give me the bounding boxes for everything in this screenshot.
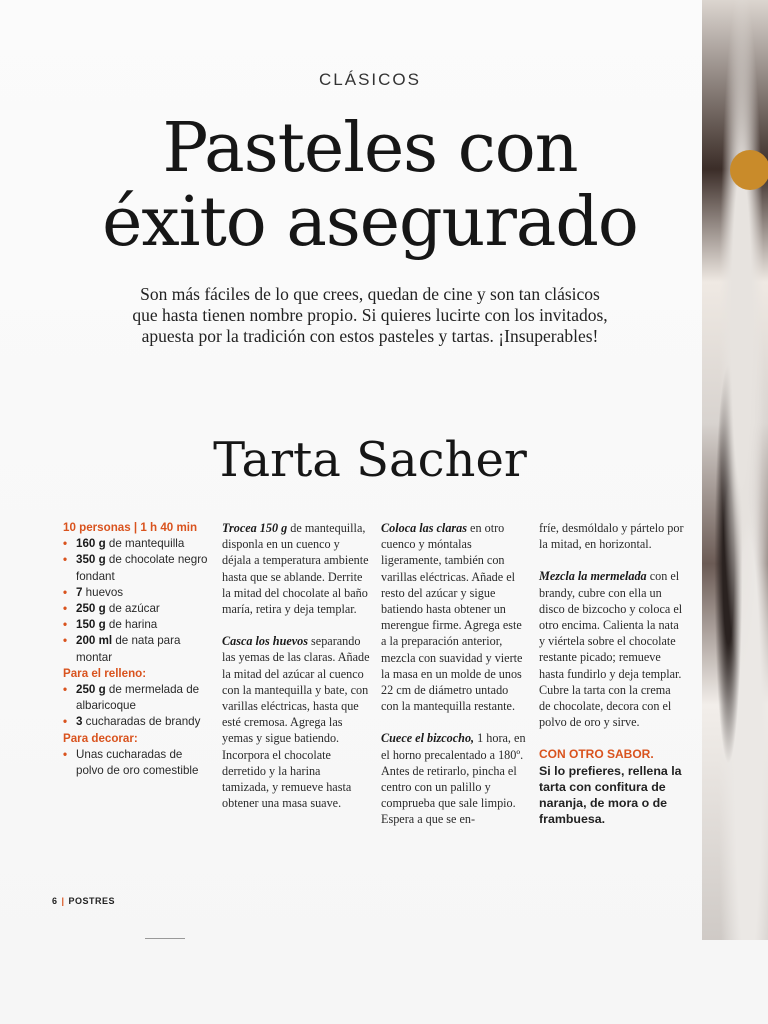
step-4-continued: fríe, desmóldalo y pártelo por la mitad, en horizontal. xyxy=(539,521,684,552)
decor-list xyxy=(63,747,213,779)
intro-paragraph xyxy=(90,284,650,347)
ingredient-item: • 250 g de azúcar xyxy=(63,601,213,617)
tip-header: CON OTRO SABOR. xyxy=(539,747,654,762)
footer-section: POSTRES xyxy=(68,896,116,906)
ingredient-item: • 150 g de harina xyxy=(63,617,213,633)
title-line-1: Pasteles con xyxy=(162,109,578,188)
steps-column-2 xyxy=(381,520,527,844)
steps-column-3 xyxy=(539,520,685,827)
filling-header: Para el relleno: xyxy=(63,666,147,680)
intro-line-3: apuesta por la tradición con estos pasteles y tartas. ¡Insuperables! xyxy=(141,326,599,346)
footer-separator-icon: | xyxy=(61,896,65,906)
intro-line-2: que hasta tienen nombre propio. Si quieres lucirte con los invitados, xyxy=(132,305,608,325)
step-1: Trocea 150 g de mantequilla, disponla en un cuenco y déjala a temperatura ambiente hasta que se ablande. Derrite la mitad del chocolate al baño maría, retira y deja templar. xyxy=(222,521,369,617)
ingredient-item: • 7 huevos xyxy=(63,585,213,601)
ingredients-column xyxy=(63,520,213,779)
intro-line-1: Son más fáciles de lo que crees, quedan de cine y son tan clásicos xyxy=(140,284,600,304)
step-5: Mezcla la mermelada con el brandy, cubre con ella un disco de bizcocho y coloca el otro encima. Calienta la nata y viértela sobre el chocolate restante picado; remueve hasta fundirlo y deja templar. Cubre la tarta con la crema de chocolate, decora con el polvo de oro y sirve. xyxy=(539,569,683,730)
ingredient-item: • 160 g de mantequilla xyxy=(63,536,213,552)
servings-time: 10 personas | 1 h 40 min xyxy=(63,521,198,534)
page-title xyxy=(0,109,740,262)
recipe-title: Tarta Sacher xyxy=(213,432,527,488)
ingredient-item: • 3 cucharadas de brandy xyxy=(63,714,213,730)
section-kicker: CLÁSICOS xyxy=(319,70,421,89)
tip-body: Si lo prefieres, rellena la tarta con confitura de naranja, de mora o de frambuesa. xyxy=(539,763,682,826)
step-2: Casca los huevos separando las yemas de las claras. Añade la mitad del azúcar al cuenco con la mantequilla y bate, con varillas eléctricas, hasta que esté cremosa. Agrega las yemas y sigue batiendo. Incorpora el chocolate derretido y la harina tamizada, y remueve hasta obtener una masa suave. xyxy=(222,634,370,811)
ingredient-item: • 350 g de chocolate negro fondant xyxy=(63,552,213,584)
steps-column-1 xyxy=(222,520,370,827)
decor-header: Para decorar: xyxy=(63,731,138,745)
step-3: Coloca las claras en otro cuenco y móntalas ligeramente, también con varillas eléctricas. Añade el resto del azúcar y sigue batiendo hasta obtener un merengue firme. Agrega este a la preparación anterior, mezcla con suavidad y vierte la masa en un molde de unos 22 cm de diámetro untado con la mantequilla restante. xyxy=(381,521,523,714)
page-number: 6 xyxy=(52,896,58,906)
ingredient-item: • Unas cucharadas de polvo de oro comestible xyxy=(63,747,213,779)
filling-list xyxy=(63,682,213,731)
page-footer xyxy=(52,896,115,906)
title-line-2: éxito asegurado xyxy=(102,183,638,262)
ingredients-list xyxy=(63,536,213,666)
ingredient-item: • 250 g de mermelada de albaricoque xyxy=(63,682,213,714)
ingredient-item: • 200 ml de nata para montar xyxy=(63,633,213,665)
step-4: Cuece el bizcocho, 1 hora, en el horno precalentado a 180º. Antes de retirarlo, pincha el centro con un palillo y comprueba que sale limpio. Espera a que se en- xyxy=(381,731,526,827)
print-mark xyxy=(145,938,185,939)
